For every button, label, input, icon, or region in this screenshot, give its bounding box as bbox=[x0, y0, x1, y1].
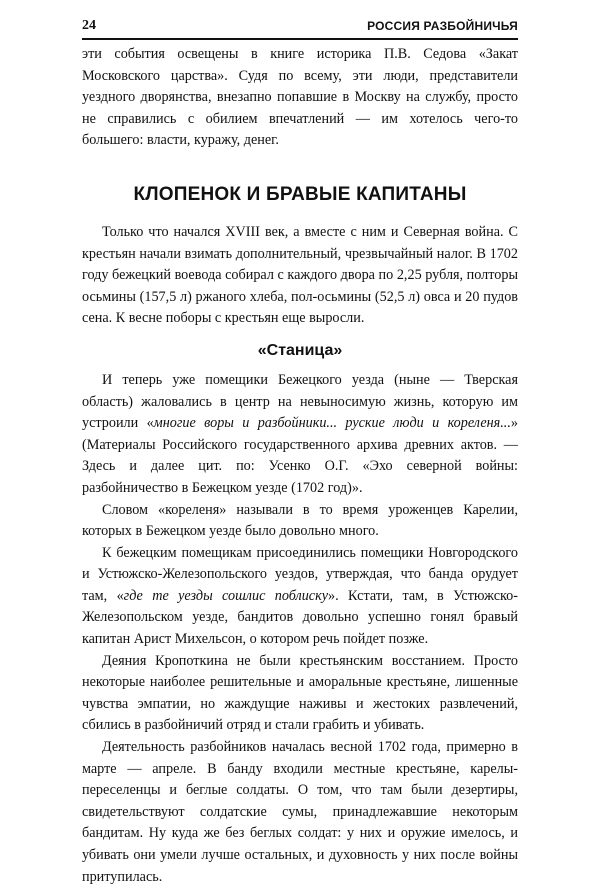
running-header bbox=[82, 16, 518, 40]
italic-quote: многие воры и разбойники... руские люди и кореленя... bbox=[153, 415, 511, 432]
section-paragraph-1 bbox=[82, 370, 518, 500]
page-body bbox=[82, 44, 518, 888]
section-paragraph-5: Деятельность разбойников началась весной 1702 года, примерно в марте — апреле. В банду входили местные крестьяне, карелы-переселенцы и беглые солдаты. О том, что там были дезертиры, свидетельствуют солдатские сумы, принадлежавшие некоторым бандитам. Ну куда же без беглых солдат: у них и оружие имелось, и убивать они умели лучше остальных, и духовность у них после войны притупилась. bbox=[82, 739, 518, 885]
section-paragraph-3 bbox=[82, 543, 518, 651]
paragraph-text: К бежецким помещикам присоединились помещики Новгородского и Устюжско-Железопольского уездов, утверждая, что банда орудует там, « bbox=[82, 544, 518, 604]
paragraph-text: ». Кстати, там, в Устюжско-Железопольском уезде, бандитов довольно успешно гонял бравый капитан Арист Михельсон, о котором речь пойдет позже. bbox=[82, 587, 519, 648]
page-number: 24 bbox=[82, 18, 96, 33]
paragraph-text: » (Материалы Российского государственного архива древних актов. — Здесь и далее цит. по: Усенко О.Г. «Эхо северной войны: разбойничество в Бежецком уезде (1702 год)». bbox=[82, 415, 518, 496]
chapter-paragraph-1: Только что начался XVIII век, а вместе с ним и Северная война. С крестьян начали взимать дополнительный, чрезвычайный налог. В 1702 году бежецкий воевода собирал с каждого двора по 2,25 рубля, полторы осьмины (157,5 л) ржаного хлеба, пол-осьмины (52,5 л) овса и 20 пудов сена. К весне поборы с крестьян еще выросли. bbox=[82, 223, 518, 327]
chapter-title: КЛОПЕНОК И БРАВЫЕ КАПИТАНЫ bbox=[133, 183, 467, 205]
paragraph-text: И теперь уже помещики Бежецкого уезда (ныне — Тверская область) жаловались в центр на невыносимую жизнь, которую им устроили « bbox=[82, 371, 518, 432]
intro-paragraph: эти события освещены в книге историка П.В. Седова «Закат Московского царства». Судя по всему, эти люди, представители уездного дворянства, внезапно попавшие в Москву на службу, просто не справились с обилием впечатлений — им хотелось чего-то большего: власти, куражу, денег. bbox=[82, 46, 518, 149]
section-title: «Станица» bbox=[257, 341, 343, 359]
section-paragraph-4: Деяния Кропоткина не были крестьянским восстанием. Просто некоторые наиболее решительные и аморальные крестьяне, лишенные чувства эмпатии, но жаждущие наживы и жестоких развлечений, сбились в разбойничий отряд и стали грабить и убивать. bbox=[82, 652, 518, 734]
italic-quote: где те уезды сошлис поблиску bbox=[123, 587, 329, 604]
section-paragraph-2: Словом «кореленя» называли в то время уроженцев Карелии, которых в Бежецком уезде было довольно много. bbox=[82, 501, 518, 540]
running-title: РОССИЯ РАЗБОЙНИЧЬЯ bbox=[367, 19, 518, 33]
